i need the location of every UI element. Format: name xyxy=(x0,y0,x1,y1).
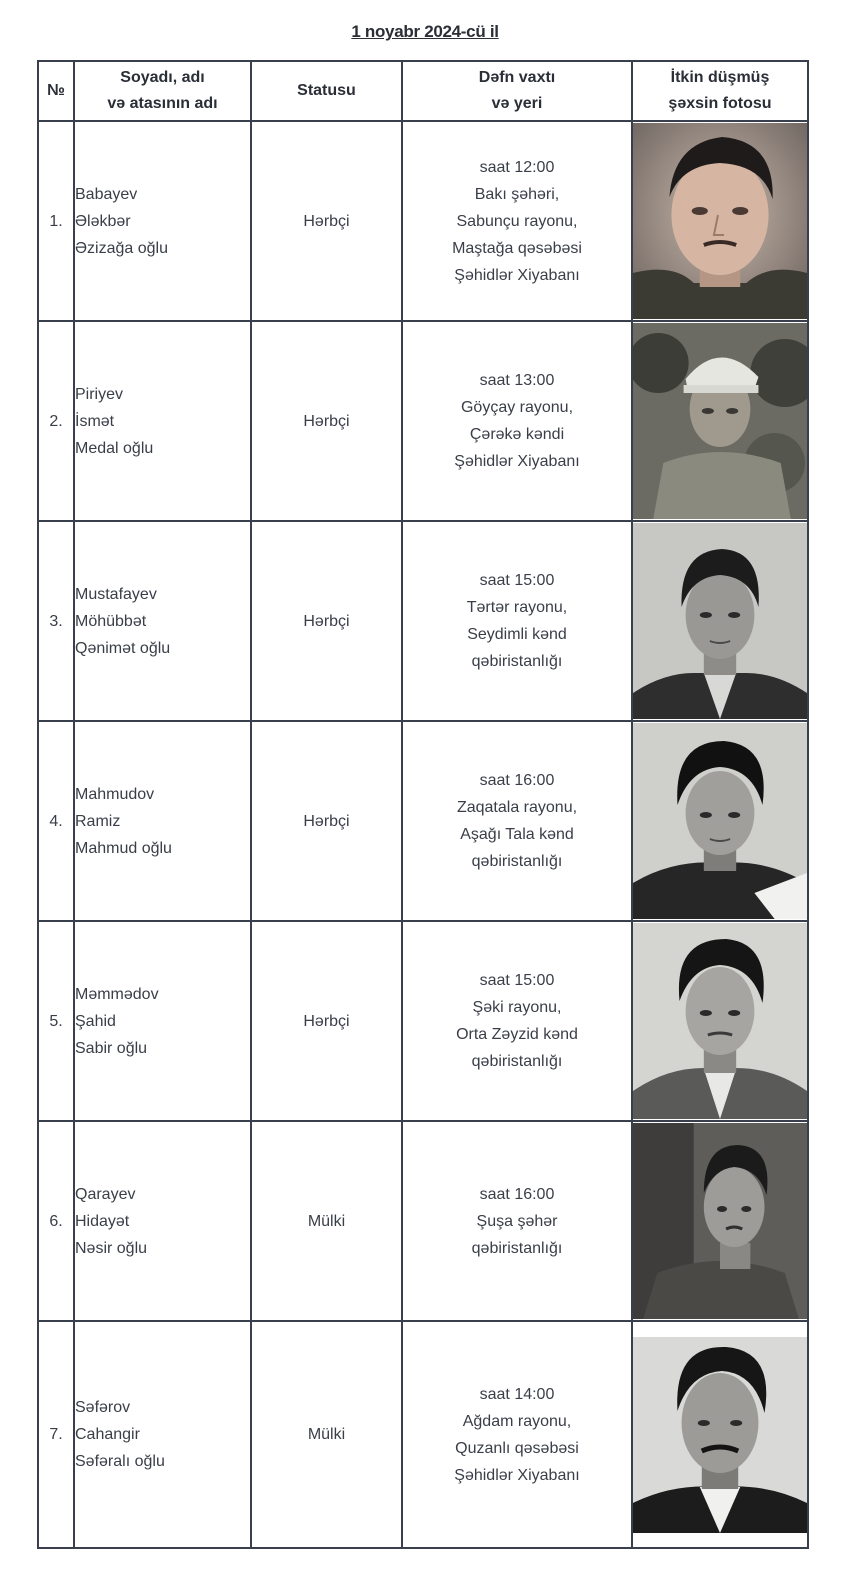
burial-place-line1: Ağdam rayonu, xyxy=(462,1412,572,1430)
burial-place-line3: Maştağa qəsəbəsi xyxy=(452,239,582,257)
burial-place-line4: Şəhidlər Xiyabanı xyxy=(454,266,580,284)
portrait-photo-1 xyxy=(633,123,807,319)
row-number: 3. xyxy=(38,521,74,721)
portrait-photo xyxy=(632,121,808,321)
person-name xyxy=(74,1321,251,1548)
person-name xyxy=(74,521,251,721)
portrait-photo-4 xyxy=(633,723,807,919)
portrait-photo-5 xyxy=(633,923,807,1119)
person-name xyxy=(74,121,251,321)
burial-place-line1: Şəki rayonu, xyxy=(472,999,562,1016)
surname: Mustafayev xyxy=(75,585,157,603)
burial-place-line3: qəbiristanlığı xyxy=(471,1053,563,1070)
table-row xyxy=(38,1121,808,1321)
first-name: Möhübbət xyxy=(75,612,147,630)
burial-time: saat 12:00 xyxy=(479,158,555,176)
portrait-photo xyxy=(632,1321,808,1548)
burial-place-line2: Aşağı Tala kənd xyxy=(460,826,574,843)
burial-place-line1: Bakı şəhəri, xyxy=(474,185,560,203)
portrait-photo xyxy=(632,721,808,921)
header-number: № xyxy=(38,61,74,121)
table-row xyxy=(38,321,808,521)
header-status: Statusu xyxy=(251,61,402,121)
burial-info xyxy=(402,1121,632,1321)
surname: Səfərov xyxy=(75,1399,131,1416)
person-name xyxy=(74,921,251,1121)
portrait-photo xyxy=(632,321,808,521)
burial-place-line1: Zaqatala rayonu, xyxy=(456,799,578,816)
table-row xyxy=(38,121,808,321)
burial-place-line2: qəbiristanlığı xyxy=(471,1239,563,1257)
surname: Qarayev xyxy=(75,1185,136,1203)
burial-info xyxy=(402,521,632,721)
row-number: 4. xyxy=(38,721,74,921)
person-name xyxy=(74,721,251,921)
burial-info xyxy=(402,321,632,521)
patronymic: Sabir oğlu xyxy=(75,1039,148,1057)
table-row xyxy=(38,921,808,1121)
header-photo-line1: İtkin düşmüş xyxy=(670,69,770,86)
burial-place-line2: Orta Zəyzid kənd xyxy=(456,1026,578,1043)
portrait-photo-2 xyxy=(633,323,807,519)
patronymic: Nəsir oğlu xyxy=(75,1239,148,1257)
table-row xyxy=(38,521,808,721)
burial-place-line1: Göyçay rayonu, xyxy=(460,399,574,416)
first-name: İsmət xyxy=(75,412,115,430)
first-name: Şahid xyxy=(75,1012,116,1030)
surname: Mahmudov xyxy=(75,785,155,803)
header-burial-line2: və yeri xyxy=(491,95,543,112)
burial-place-line2: Çərəkə kəndi xyxy=(469,426,565,443)
burial-time: saat 14:00 xyxy=(479,1385,555,1403)
burial-info xyxy=(402,121,632,321)
status: Hərbçi xyxy=(251,921,402,1121)
table-header-row xyxy=(38,61,808,121)
table-row xyxy=(38,721,808,921)
portrait-photo-3 xyxy=(633,523,807,719)
burial-place-line3: qəbiristanlığı xyxy=(471,853,563,870)
patronymic: Səfəralı oğlu xyxy=(75,1453,165,1470)
status: Hərbçi xyxy=(251,321,402,521)
header-name xyxy=(74,61,251,121)
burial-place-line1: Tərtər rayonu, xyxy=(466,599,568,616)
burial-time: saat 16:00 xyxy=(479,1185,555,1203)
burial-time: saat 16:00 xyxy=(479,772,555,789)
header-burial xyxy=(402,61,632,121)
patronymic: Mahmud oğlu xyxy=(75,839,172,857)
person-name xyxy=(74,321,251,521)
patronymic: Əzizağa oğlu xyxy=(75,239,168,257)
portrait-photo xyxy=(632,1121,808,1321)
burial-place-line2: Quzanlı qəsəbəsi xyxy=(455,1439,579,1457)
row-number: 7. xyxy=(38,1321,74,1548)
burial-place-line3: Şəhidlər Xiyabanı xyxy=(454,1466,580,1484)
portrait-photo-7 xyxy=(633,1337,807,1533)
first-name: Hidayət xyxy=(75,1212,130,1230)
surname: Məmmədov xyxy=(75,985,159,1003)
header-burial-line1: Dəfn vaxtı xyxy=(478,69,556,86)
header-name-line1: Soyadı, adı xyxy=(120,69,205,86)
first-name: Ələkbər xyxy=(75,212,131,230)
status: Hərbçi xyxy=(251,121,402,321)
portrait-photo-6 xyxy=(633,1123,807,1319)
status: Hərbçi xyxy=(251,721,402,921)
surname: Piriyev xyxy=(75,385,124,403)
row-number: 5. xyxy=(38,921,74,1121)
row-number: 2. xyxy=(38,321,74,521)
header-name-line2: və atasının adı xyxy=(107,95,218,112)
burial-place-line2: Sabunçu rayonu, xyxy=(456,212,578,230)
portrait-photo xyxy=(632,921,808,1121)
status: Mülki xyxy=(251,1121,402,1321)
burial-time: saat 13:00 xyxy=(479,372,555,389)
burial-table xyxy=(37,60,809,1549)
document-title: 1 noyabr 2024-cü il xyxy=(351,22,499,41)
table-row xyxy=(38,1321,808,1548)
burial-place-line3: Şəhidlər Xiyabanı xyxy=(454,453,580,470)
burial-info xyxy=(402,921,632,1121)
burial-info xyxy=(402,1321,632,1548)
status: Mülki xyxy=(251,1321,402,1548)
first-name: Ramiz xyxy=(75,812,121,830)
burial-info xyxy=(402,721,632,921)
patronymic: Medal oğlu xyxy=(75,439,154,457)
portrait-photo xyxy=(632,521,808,721)
header-photo xyxy=(632,61,808,121)
patronymic: Qənimət oğlu xyxy=(75,639,171,657)
header-photo-line2: şəxsin fotosu xyxy=(668,95,772,112)
burial-time: saat 15:00 xyxy=(479,572,555,589)
burial-place-line2: Seydimli kənd xyxy=(467,626,567,643)
burial-place-line1: Şuşa şəhər xyxy=(476,1212,558,1230)
surname: Babayev xyxy=(75,185,138,203)
status: Hərbçi xyxy=(251,521,402,721)
first-name: Cahangir xyxy=(75,1426,140,1443)
row-number: 1. xyxy=(38,121,74,321)
person-name xyxy=(74,1121,251,1321)
row-number: 6. xyxy=(38,1121,74,1321)
burial-time: saat 15:00 xyxy=(479,972,555,989)
burial-place-line3: qəbiristanlığı xyxy=(471,653,563,670)
